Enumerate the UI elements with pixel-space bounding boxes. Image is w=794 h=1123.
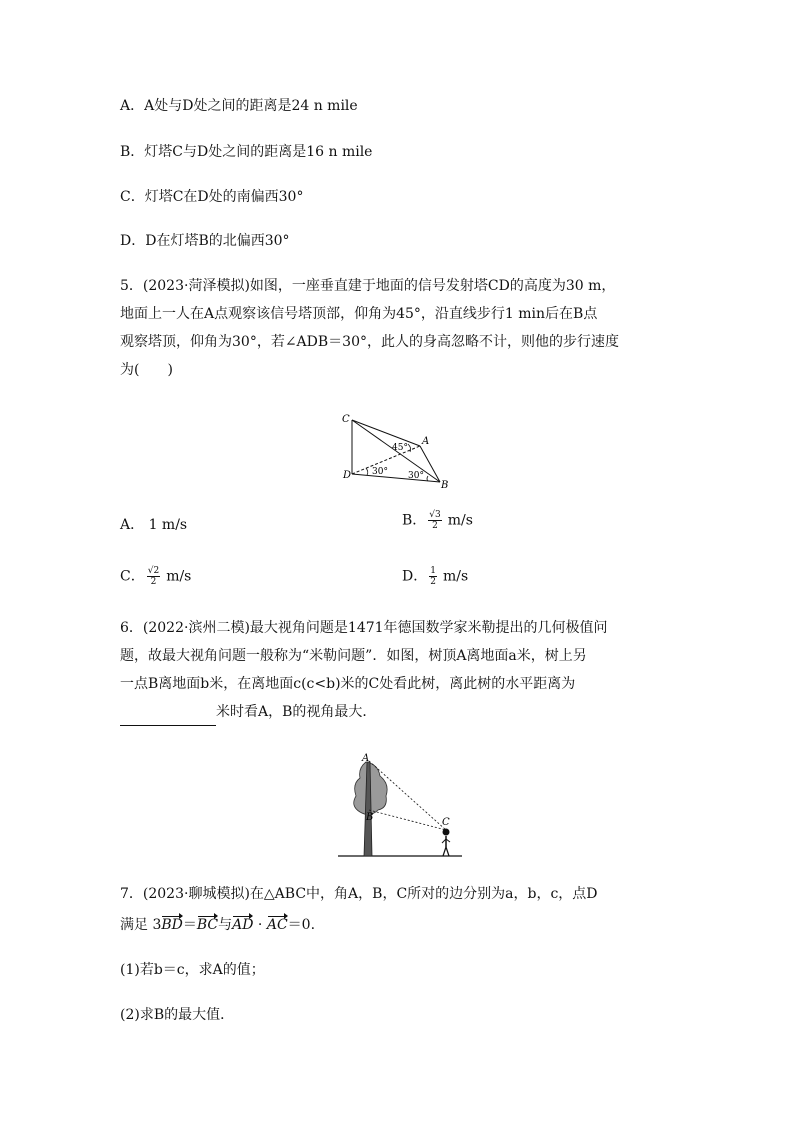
q5-option-d <box>402 566 468 587</box>
label-B: B <box>441 480 449 491</box>
q5-option-c-unit: m/s <box>166 568 192 585</box>
angle-label-30-B: 30° <box>408 471 424 481</box>
q7-dot: · <box>253 917 267 933</box>
q5-option-b <box>402 510 473 531</box>
label-A: A <box>422 436 430 447</box>
q6-stem <box>120 614 680 726</box>
q7-part-1: (1)若b＝c，求A的值； <box>120 962 265 978</box>
q5-line-1: 5．(2023·菏泽模拟)如图，一座垂直建于地面的信号发射塔CD的高度为30 m， <box>120 278 616 294</box>
q7-line-1: 7．(2023·聊城模拟)在△ABC中，角A，B，C所对的边分别为a，b，c，点D <box>120 886 598 902</box>
q5-line-4: 为( ) <box>120 362 173 378</box>
q7-line-2-prefix: 满足 3 <box>120 917 162 933</box>
fraction-sqrt2-over-2: $\frac{√2}{2}$ <box>147 566 160 587</box>
vector-AD: AD <box>232 917 254 933</box>
q4-option-c: C．灯塔C在D处的南偏西30° <box>120 189 304 205</box>
fraction-sqrt3-over-2: $\frac{√3}{2}$ <box>429 510 441 531</box>
q5-option-c-prefix: C． <box>120 568 145 585</box>
q6-line-3: 一点B离地面b米，在离地面c(c<b)米的C处看此树，离此树的水平距离为 <box>120 676 576 692</box>
vector-AC: AC <box>266 917 288 933</box>
q5-line-3: 观察塔顶，仰角为30°，若∠ADB＝30°，此人的身高忽略不计，则他的步行速度 <box>120 334 619 350</box>
label-C: C <box>342 414 350 425</box>
q7-with: 与 <box>218 917 233 933</box>
q5-option-a-value: 1 m/s <box>148 517 188 533</box>
q5-option-d-prefix: D． <box>402 568 428 585</box>
label-C: C <box>442 817 450 828</box>
fraction-1-over-2: $\frac{1}{2}$ <box>430 566 436 587</box>
q5-option-a <box>120 515 187 535</box>
q5-line-2: 地面上一人在A点观察该信号塔顶部，仰角为45°，沿直线步行1 min后在B点 <box>120 306 598 322</box>
q5-option-c <box>120 566 191 587</box>
q6-figure <box>336 752 466 862</box>
q4-option-b: B．灯塔C与D处之间的距离是16 n mile <box>120 144 373 160</box>
q7-part-2: (2)求B的最大值． <box>120 1007 235 1023</box>
q4-option-d: D．D在灯塔B的北偏西30° <box>120 233 290 249</box>
vector-BC: BC <box>196 917 219 933</box>
q5-stem <box>120 272 680 384</box>
angle-arc-D <box>366 468 368 475</box>
label-A: A <box>362 753 370 764</box>
q7-equals-2: ＝0. <box>287 917 316 933</box>
q7-equals-1: ＝ <box>182 917 197 933</box>
angle-label-45: 45° <box>392 443 408 453</box>
q6-line-4 <box>120 698 680 726</box>
label-B: B <box>366 812 374 823</box>
q5-option-b-prefix: B． <box>402 512 427 529</box>
q7-line-2 <box>120 915 315 935</box>
q5-option-b-unit: m/s <box>447 512 473 529</box>
answer-blank[interactable] <box>120 707 216 726</box>
q6-line-1: 6．(2022·滨州二模)最大视角问题是1471年德国数学家米勒提出的几何极值问 <box>120 620 608 636</box>
q5-option-d-unit: m/s <box>442 568 469 585</box>
angle-label-30-D: 30° <box>372 467 388 477</box>
q6-line-2: 题，故最大视角问题一般称为“米勒问题”．如图，树顶A离地面a米，树上另 <box>120 648 587 664</box>
q5-figure <box>336 408 466 492</box>
q4-option-a: A．A处与D处之间的距离是24 n mile <box>120 98 358 114</box>
label-D: D <box>343 470 352 481</box>
person-icon <box>442 829 450 857</box>
vector-BD: BD <box>161 917 183 933</box>
angle-arc-B <box>427 476 428 481</box>
q6-line-4-tail: 米时看A，B的视角最大． <box>216 704 377 720</box>
q5-option-a-prefix: A． <box>120 517 145 533</box>
segment-CA <box>352 420 420 446</box>
